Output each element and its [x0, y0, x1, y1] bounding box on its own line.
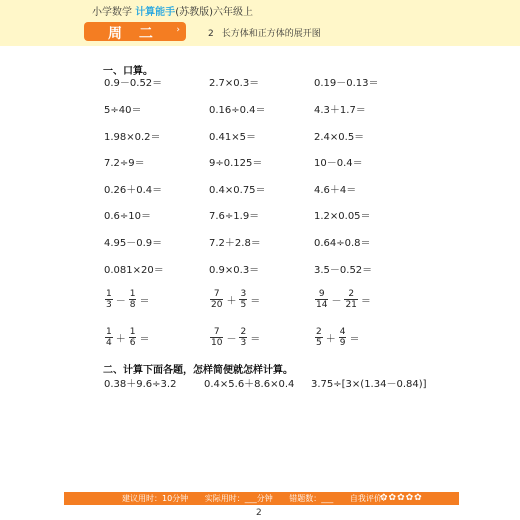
fraction: $\frac{9}{14}$ [316, 289, 328, 310]
mental-math-item: 7.2÷9＝ [104, 158, 145, 169]
operator: ＋ [226, 296, 237, 307]
chevron-right-icon: › [176, 25, 180, 35]
flower-rating-icon: ✿✿✿✿✿ [380, 493, 423, 503]
book-title-prefix: 小学数学 [92, 7, 132, 18]
operator: ＋ [115, 334, 126, 345]
mental-math-item: 4.95－0.9＝ [104, 238, 163, 249]
mental-math-item: 0.6÷10＝ [104, 211, 152, 222]
equals-sign: ＝ [250, 334, 261, 345]
actual-time: 实际用时：___分钟 [204, 494, 273, 503]
error-count: 错题数：___ [289, 494, 334, 503]
mental-math-item: 1.98×0.2＝ [104, 132, 161, 143]
mental-math-item: 0.4×0.75＝ [209, 185, 266, 196]
fraction: $\frac{2}{3}$ [240, 327, 247, 348]
day-tab [84, 22, 186, 41]
section1-title: 一、口算。 [103, 66, 153, 77]
fraction-item [314, 289, 373, 310]
mental-math-item: 3.5－0.52＝ [314, 265, 373, 276]
operator: － [226, 334, 237, 345]
fraction-item [104, 289, 151, 310]
equals-sign: ＝ [139, 296, 150, 307]
mental-math-item: 2.4×0.5＝ [314, 132, 365, 143]
mental-math-item: 0.9－0.52＝ [104, 78, 163, 89]
header-band [0, 0, 520, 46]
fraction-item [104, 327, 151, 348]
fraction-item [314, 327, 361, 348]
fraction: $\frac{4}{9}$ [339, 327, 346, 348]
fraction: $\frac{1}{8}$ [129, 289, 136, 310]
equals-sign: ＝ [250, 296, 261, 307]
lesson-number: 2 [208, 29, 214, 39]
mental-math-item: 0.9×0.3＝ [209, 265, 260, 276]
fraction: $\frac{1}{6}$ [129, 327, 136, 348]
fraction: $\frac{1}{3}$ [106, 289, 112, 310]
equals-sign: ＝ [139, 334, 150, 345]
calc-problem: 0.38＋9.6÷3.2 [104, 379, 177, 390]
mental-math-item: 2.7×0.3＝ [209, 78, 260, 89]
lesson-title: 长方体和正方体的展开图 [221, 29, 321, 39]
mental-math-item: 0.081×20＝ [104, 265, 164, 276]
lesson-heading [208, 26, 321, 39]
fraction-item [209, 289, 262, 310]
page-number: 2 [256, 508, 262, 518]
mental-math-item: 10－0.4＝ [314, 158, 363, 169]
mental-math-item: 1.2×0.05＝ [314, 211, 371, 222]
footer-text [122, 493, 404, 504]
book-title-highlight: 计算能手 [135, 7, 176, 18]
section2-title: 二、计算下面各题，怎样简便就怎样计算。 [103, 365, 293, 376]
mental-math-item: 0.41×5＝ [209, 132, 257, 143]
operator: － [331, 296, 342, 307]
fraction: $\frac{2}{21}$ [345, 289, 357, 310]
calc-problem: 0.4×5.6＋8.6×0.4 [204, 379, 295, 390]
fraction: $\frac{3}{5}$ [240, 289, 247, 310]
mental-math-item: 0.26＋0.4＝ [104, 185, 163, 196]
fraction: $\frac{1}{4}$ [106, 327, 112, 348]
operator: － [115, 296, 126, 307]
mental-math-item: 4.3＋1.7＝ [314, 105, 366, 116]
mental-math-item: 4.6＋4＝ [314, 185, 357, 196]
mental-math-item: 0.19－0.13＝ [314, 78, 379, 89]
book-title-suffix: (苏教版)六年级上 [175, 7, 253, 18]
calc-problem: 3.75÷[3×(1.34－0.84)] [311, 379, 427, 390]
day-label: 周 二 [108, 26, 159, 42]
mental-math-item: 5÷40＝ [104, 105, 142, 116]
suggested-time: 建议用时：10分钟 [122, 494, 189, 503]
footer-bar [64, 492, 459, 505]
equals-sign: ＝ [349, 334, 360, 345]
self-eval-label: 自我评价： [349, 494, 390, 503]
fraction: $\frac{7}{20}$ [211, 289, 223, 310]
fraction-item [209, 327, 262, 348]
mental-math-item: 0.16÷0.4＝ [209, 105, 266, 116]
book-title [92, 3, 253, 18]
mental-math-item: 7.6÷1.9＝ [209, 211, 260, 222]
equals-sign: ＝ [360, 296, 371, 307]
operator: ＋ [325, 334, 336, 345]
fraction: $\frac{7}{10}$ [211, 327, 223, 348]
mental-math-item: 9÷0.125＝ [209, 158, 263, 169]
fraction: $\frac{2}{5}$ [316, 327, 322, 348]
mental-math-item: 0.64÷0.8＝ [314, 238, 371, 249]
mental-math-item: 7.2＋2.8＝ [209, 238, 261, 249]
